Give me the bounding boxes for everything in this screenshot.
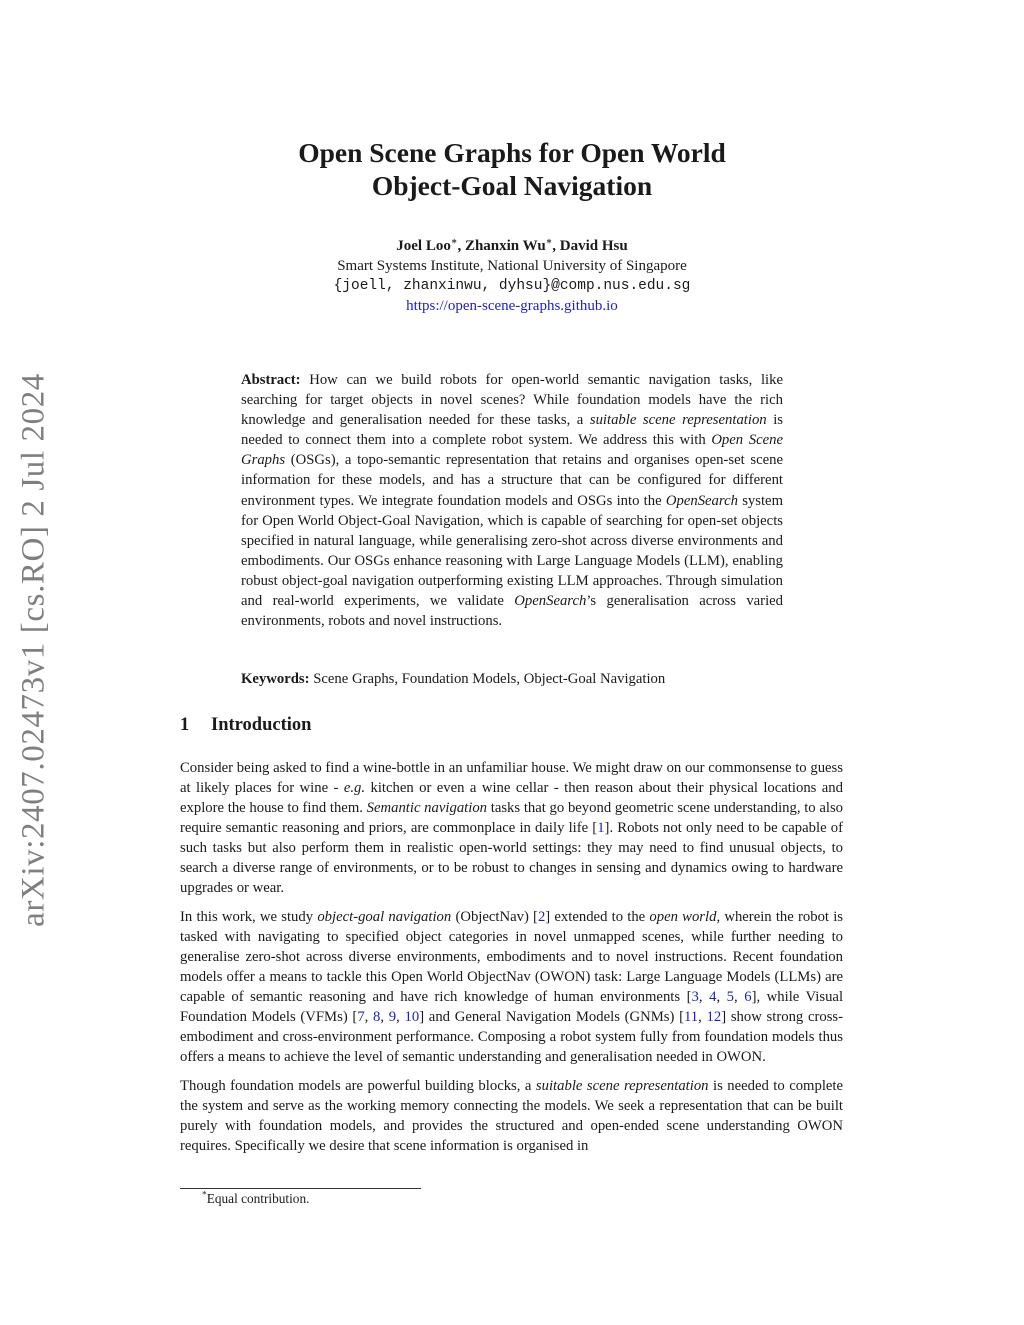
section-number: 1 bbox=[180, 715, 190, 735]
author-emails: {joell, zhanxinwu, dyhsu}@comp.nus.edu.sg bbox=[333, 278, 691, 294]
paragraph: In this work, we study object-goal navigation (ObjectNav) [2] extended to the open world, wherein the robot is tasked with navigating to specified object categories in novel unmapped scenes, while further needing to generalise zero-shot across diverse environments, embodiments and to novel instructions. Recent foundation models offer a means to tackle this Open World ObjectNav (OWON) task: Large Language Models (LLMs) are capable of semantic reasoning and have rich knowledge of human environments [3, 4, 5, 6], while Visual Foundation Models (VFMs) [7, 8, 9, 10] and General Navigation Models (GNMs) [11, 12] show strong cross-embodiment and cross-environment performance. Composing a robot system fully from foundation models thus offers a means to achieve the level of semantic understanding and generalisation needed in OWON. bbox=[180, 909, 844, 1065]
author-name: Zhanxin Wu bbox=[464, 238, 546, 254]
abstract bbox=[241, 370, 783, 631]
footnote-text: Equal contribution. bbox=[206, 1191, 310, 1206]
footnote-mark: * bbox=[202, 1190, 207, 1201]
author-name: Joel Loo bbox=[396, 238, 451, 254]
author-block bbox=[180, 236, 844, 316]
author-names: Joel Loo∗, Zhanxin Wu∗, David Hsu bbox=[396, 237, 628, 254]
footnote bbox=[202, 1190, 309, 1208]
section-title: Introduction bbox=[211, 715, 312, 735]
keywords-text: Scene Graphs, Foundation Models, Object-Goal Navigation bbox=[313, 671, 666, 687]
citation-link[interactable]: 12 bbox=[706, 1009, 722, 1025]
arxiv-identifier: arXiv:2407.02473v1 [cs.RO] 2 Jul 2024 bbox=[15, 373, 52, 927]
abstract-label: Abstract: bbox=[241, 372, 301, 388]
author-name: David Hsu bbox=[559, 238, 628, 254]
citation-link[interactable]: 6 bbox=[744, 989, 752, 1005]
equal-contribution-mark: ∗ bbox=[450, 237, 458, 247]
citation-link[interactable]: 3 bbox=[691, 989, 699, 1005]
title-line-2: Object-Goal Navigation bbox=[371, 170, 653, 201]
citation-link[interactable]: 5 bbox=[726, 989, 734, 1005]
citation-link[interactable]: 4 bbox=[709, 989, 717, 1005]
keywords-label: Keywords: bbox=[241, 671, 310, 687]
paragraph: Consider being asked to find a wine-bottle in an unfamiliar house. We might draw on our commonsense to guess at likely places for wine - e.g. kitchen or even a wine cellar - then reason about their physical locations and explore the house to find them. Semantic navigation tasks that go beyond geometric scene understanding, to also require semantic reasoning and priors, are commonplace in daily life [1]. Robots not only need to be capable of such tasks but also perform them in realistic open-world settings: they may need to find unusual objects, to search a diverse range of environments, or to be robust to changes in sensing and dynamics owing to hardware upgrades or wear. bbox=[180, 760, 844, 896]
equal-contribution-mark: ∗ bbox=[545, 237, 553, 247]
affiliation: Smart Systems Institute, National University of Singapore bbox=[337, 258, 687, 274]
citation-link[interactable]: 11 bbox=[684, 1009, 699, 1025]
keywords bbox=[241, 669, 801, 689]
citation-link[interactable]: 9 bbox=[388, 1009, 397, 1025]
citation-link[interactable]: 10 bbox=[404, 1009, 420, 1025]
title-line-1: Open Scene Graphs for Open World bbox=[298, 137, 726, 168]
paragraph: Though foundation models are powerful building blocks, a suitable scene representation is needed to complete the system and serve as the working memory connecting the models. We seek a representation that can be built purely with foundation models, and provides the structured and open-ended scene understanding OWON requires. Specifically we desire that scene information is organised in bbox=[180, 1078, 844, 1154]
citation-link[interactable]: 1 bbox=[597, 820, 605, 836]
citation-link[interactable]: 2 bbox=[537, 909, 546, 925]
section-heading bbox=[180, 715, 311, 736]
paper-title bbox=[180, 136, 844, 202]
abstract-text: Abstract: How can we build robots for open-world semantic navigation tasks, like searching for target objects in novel scenes? While foundation models have the rich knowledge and generalisation needed for these tasks, a suitable scene representation is needed to connect them into a complete robot system. We address this with Open Scene Graphs (OSGs), a topo-semantic representation that retains and organises open-set scene information for these models, and has a structure that can be configured for different environment types. We integrate foundation models and OSGs into the OpenSearch system for Open World Object-Goal Navigation, which is capable of searching for open-set objects specified in natural language, while generalising zero-shot across diverse environments and embodiments. Our OSGs enhance reasoning with Large Language Models (LLM), enabling robust object-goal navigation outperforming existing LLM approaches. Through simulation and real-world experiments, we validate OpenSearch’s generalisation across varied environments, robots and novel instructions. bbox=[241, 372, 784, 630]
body-text bbox=[180, 758, 843, 1165]
project-url-link[interactable]: https://open-scene-graphs.github.io bbox=[406, 298, 618, 314]
citation-link[interactable]: 7 bbox=[357, 1009, 365, 1025]
citation-link[interactable]: 8 bbox=[373, 1009, 381, 1025]
footnote-rule bbox=[180, 1188, 421, 1189]
